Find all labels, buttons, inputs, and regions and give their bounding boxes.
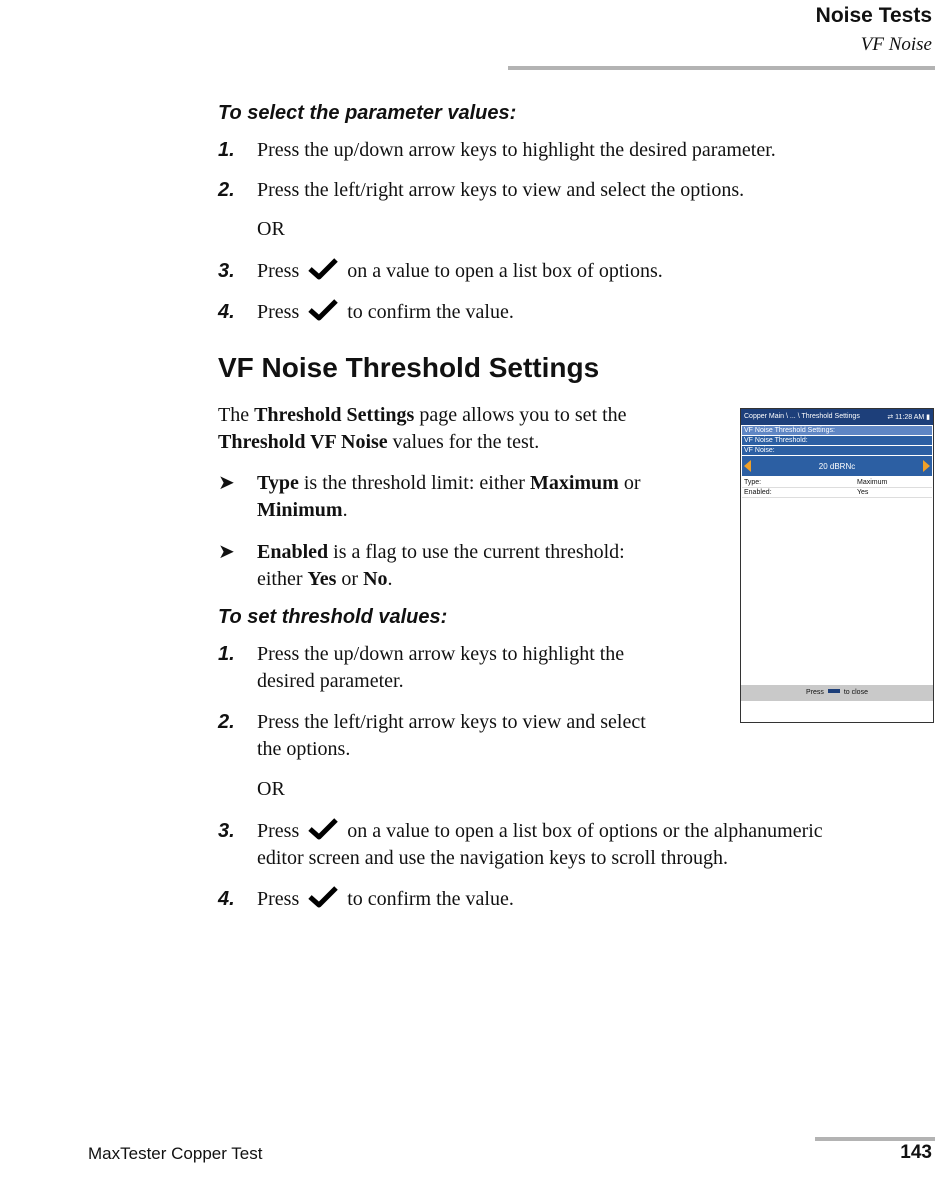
step-text: the options. xyxy=(257,738,351,760)
text: values for the test. xyxy=(387,431,540,453)
row-label: VF Noise Threshold: xyxy=(744,437,808,444)
running-header-title: Noise Tests xyxy=(815,4,932,27)
device-time: ⇄ 11:28 AM ▮ xyxy=(887,414,930,421)
step-text-pre: Press xyxy=(257,301,300,323)
device-bottom-bar xyxy=(741,685,933,701)
bold-text: Yes xyxy=(307,568,337,590)
step-text: Press the up/down arrow keys to highlight the desired parameter. xyxy=(257,139,776,161)
row-label: VF Noise: xyxy=(744,447,775,454)
step-number: 4. xyxy=(218,888,235,910)
text: page allows you to set the xyxy=(414,404,627,426)
text: either xyxy=(257,568,308,590)
step-text: Press the left/right arrow keys to view and select the options. xyxy=(257,179,745,201)
time-text: 11:28 AM xyxy=(895,414,925,421)
bold-text: Type xyxy=(257,472,299,494)
device-footer xyxy=(741,701,933,722)
step-text-pre: Press xyxy=(257,260,300,282)
header-rule xyxy=(508,66,935,70)
checkmark-icon xyxy=(308,258,338,280)
row-label: VF Noise Threshold Settings: xyxy=(744,427,835,434)
device-param-type[interactable] xyxy=(742,478,932,488)
step-number: 1. xyxy=(218,643,235,665)
footer-title: MaxTester Copper Test xyxy=(88,1144,263,1163)
device-param-enabled[interactable] xyxy=(742,488,932,498)
bold-text: Minimum xyxy=(257,499,343,521)
footer-rule xyxy=(815,1137,935,1141)
step-number: 2. xyxy=(218,711,235,733)
device-value-selector[interactable] xyxy=(742,456,932,476)
device-row-settings xyxy=(742,426,932,435)
text: or xyxy=(336,568,364,590)
device-screenshot xyxy=(740,408,934,723)
checkmark-icon xyxy=(308,299,338,321)
step-text-post: on a value to open a list box of options or the alphanumeric xyxy=(347,820,823,842)
step-text: Press the up/down arrow keys to highlight the xyxy=(257,643,625,665)
bold-text: Threshold Settings xyxy=(254,404,415,426)
device-row-noise xyxy=(742,446,932,455)
step-number: 4. xyxy=(218,301,235,323)
step-number: 1. xyxy=(218,139,235,161)
bold-text: Threshold VF Noise xyxy=(218,431,388,453)
step-text-pre: Press xyxy=(257,888,300,910)
intro-paragraph xyxy=(218,402,627,456)
step-text-pre: Press xyxy=(257,820,300,842)
value-text: 20 dBRNc xyxy=(818,462,856,471)
bold-text: Enabled xyxy=(257,541,329,563)
page-number: 143 xyxy=(900,1142,932,1163)
bottom-text: Press xyxy=(806,689,824,696)
text: . xyxy=(342,499,348,521)
step-number: 3. xyxy=(218,260,235,282)
step-number: 2. xyxy=(218,179,235,201)
section-title: VF Noise Threshold Settings xyxy=(218,352,600,383)
text: is the threshold limit: either xyxy=(298,472,530,494)
text: or xyxy=(618,472,641,494)
step-text-post: on a value to open a list box of options. xyxy=(347,260,663,282)
bold-text: Maximum xyxy=(529,472,619,494)
param-value: Yes xyxy=(857,489,869,496)
device-breadcrumb: Copper Main \ ... \ Threshold Settings xyxy=(744,413,860,420)
device-row-threshold xyxy=(742,436,932,445)
param-value: Maximum xyxy=(857,479,888,486)
step-text: editor screen and use the navigation keys to scroll through. xyxy=(257,847,728,869)
text: is a flag to use the current threshold: xyxy=(328,541,625,563)
back-icon xyxy=(828,689,840,693)
or-text: OR xyxy=(257,218,285,240)
step-text: Press the left/right arrow keys to view and select xyxy=(257,711,646,733)
text: . xyxy=(387,568,393,590)
bottom-text: to close xyxy=(843,689,868,696)
step-number: 3. xyxy=(218,820,235,842)
checkmark-icon xyxy=(308,886,338,908)
step-text-post: to confirm the value. xyxy=(347,301,514,323)
bullet-arrow-icon: ➤ xyxy=(218,472,235,494)
param-key: Type: xyxy=(744,479,762,486)
device-title-bar xyxy=(741,409,933,425)
step-text-post: to confirm the value. xyxy=(347,888,514,910)
text: The xyxy=(218,404,255,426)
running-header-subtitle: VF Noise xyxy=(860,34,932,55)
right-arrow-icon[interactable] xyxy=(923,460,930,472)
procedure-heading-select: To select the parameter values: xyxy=(218,102,517,124)
param-key: Enabled: xyxy=(744,489,772,496)
step-text: desired parameter. xyxy=(257,670,404,692)
bold-text: No xyxy=(363,568,388,590)
checkmark-icon xyxy=(308,818,338,840)
procedure-heading-threshold: To set threshold values: xyxy=(218,606,448,628)
bullet-arrow-icon: ➤ xyxy=(218,541,235,563)
or-text: OR xyxy=(257,778,285,800)
